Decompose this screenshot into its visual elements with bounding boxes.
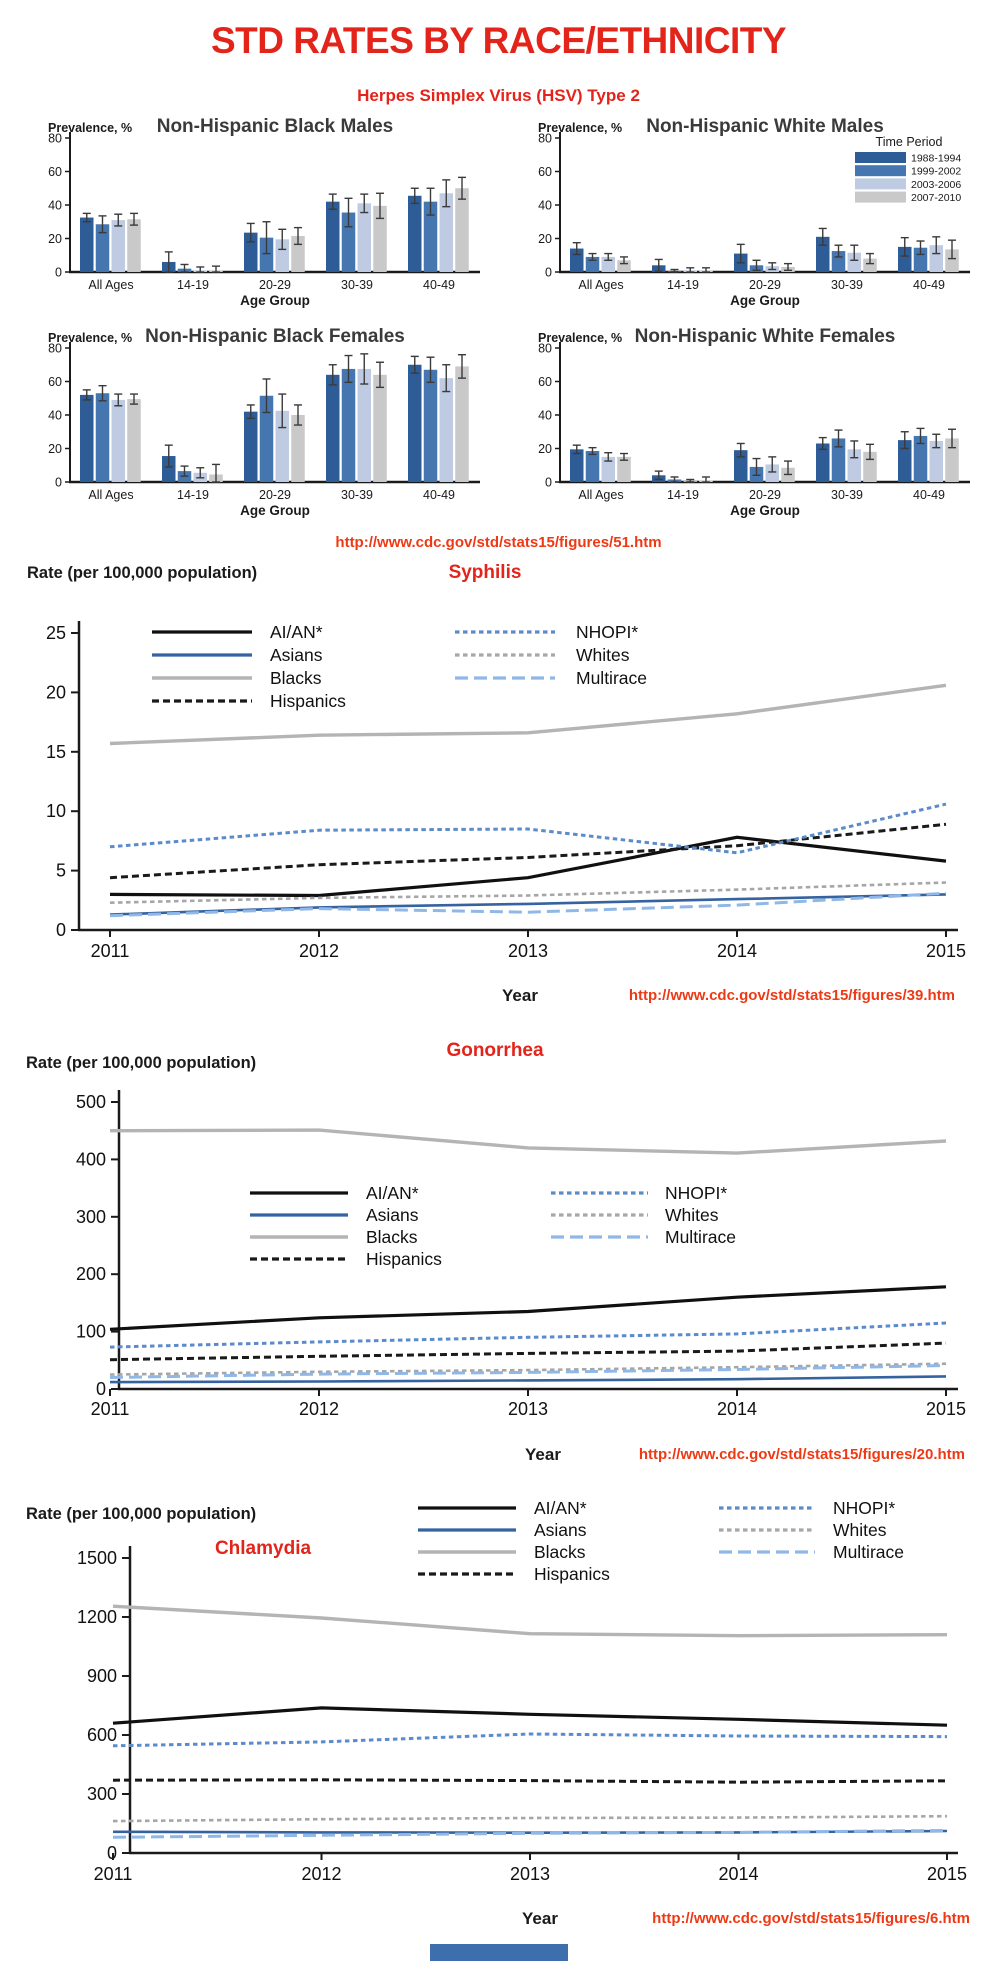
svg-text:300: 300 xyxy=(75,1206,106,1227)
gonorrhea-source-url[interactable]: http://www.cdc.gov/std/stats15/figures/20.htm xyxy=(638,1446,965,1463)
svg-text:1500: 1500 xyxy=(76,1548,117,1568)
svg-text:AI/AN*: AI/AN* xyxy=(270,622,323,642)
svg-text:400: 400 xyxy=(75,1149,106,1170)
footer-strip xyxy=(430,1944,568,1961)
gonorrhea-section xyxy=(0,1040,997,1483)
svg-text:300: 300 xyxy=(86,1784,117,1804)
svg-text:15: 15 xyxy=(45,741,66,762)
svg-text:Whites: Whites xyxy=(665,1205,719,1225)
svg-text:2012: 2012 xyxy=(298,941,340,961)
svg-text:NHOPI*: NHOPI* xyxy=(576,622,639,642)
svg-text:30-39: 30-39 xyxy=(831,488,863,502)
svg-text:Non-Hispanic White Males: Non-Hispanic White Males xyxy=(646,116,884,137)
svg-text:80: 80 xyxy=(48,341,62,356)
svg-text:2012: 2012 xyxy=(301,1864,342,1884)
svg-text:All Ages: All Ages xyxy=(88,278,134,292)
svg-text:All Ages: All Ages xyxy=(88,488,134,502)
svg-text:Hispanics: Hispanics xyxy=(534,1564,610,1584)
svg-text:2011: 2011 xyxy=(90,1399,130,1419)
svg-text:5: 5 xyxy=(55,860,66,881)
svg-text:20: 20 xyxy=(538,232,552,246)
svg-text:Whites: Whites xyxy=(833,1520,887,1540)
svg-text:0: 0 xyxy=(545,265,552,280)
gonorrhea-title: Gonorrhea xyxy=(446,1040,544,1061)
hsv-charts-grid xyxy=(18,112,978,518)
svg-text:Time Period: Time Period xyxy=(875,135,943,149)
chlamydia-source-url[interactable]: http://www.cdc.gov/std/stats15/figures/6.htm xyxy=(652,1910,970,1927)
svg-text:20-29: 20-29 xyxy=(259,278,291,292)
svg-text:100: 100 xyxy=(75,1321,106,1342)
syphilis-y-axis-title: Rate (per 100,000 population) xyxy=(27,564,258,582)
chart-hsv-black-males xyxy=(18,112,488,308)
svg-text:20-29: 20-29 xyxy=(749,488,781,502)
gonorrhea-x-axis-title: Year xyxy=(525,1445,561,1464)
svg-text:2011: 2011 xyxy=(90,941,130,961)
svg-text:20: 20 xyxy=(48,232,62,246)
svg-text:2015: 2015 xyxy=(926,1864,968,1884)
svg-text:Asians: Asians xyxy=(534,1520,587,1540)
svg-text:60: 60 xyxy=(538,375,552,389)
svg-text:10: 10 xyxy=(45,801,66,822)
chart-hsv-white-females xyxy=(508,322,978,518)
hsv-section-title: Herpes Simplex Virus (HSV) Type 2 xyxy=(357,86,640,105)
svg-text:All Ages: All Ages xyxy=(578,278,624,292)
svg-text:Multirace: Multirace xyxy=(665,1227,736,1247)
svg-text:Prevalence, %: Prevalence, % xyxy=(538,121,623,135)
svg-text:25: 25 xyxy=(45,623,66,643)
svg-text:600: 600 xyxy=(86,1725,117,1745)
svg-text:Blacks: Blacks xyxy=(366,1227,418,1247)
svg-text:2012: 2012 xyxy=(298,1399,340,1419)
svg-text:Prevalence, %: Prevalence, % xyxy=(48,331,133,345)
svg-text:Age Group: Age Group xyxy=(730,293,800,308)
svg-text:Age Group: Age Group xyxy=(240,293,310,308)
syphilis-title: Syphilis xyxy=(448,562,522,583)
svg-text:20-29: 20-29 xyxy=(749,278,781,292)
svg-text:14-19: 14-19 xyxy=(177,488,209,502)
svg-text:Prevalence, %: Prevalence, % xyxy=(538,331,623,345)
svg-text:14-19: 14-19 xyxy=(667,488,699,502)
svg-text:1988-1994: 1988-1994 xyxy=(911,152,962,165)
chlamydia-section xyxy=(0,1483,997,1945)
svg-text:14-19: 14-19 xyxy=(667,278,699,292)
gonorrhea-y-axis-title: Rate (per 100,000 population) xyxy=(26,1054,257,1072)
svg-text:0: 0 xyxy=(55,265,62,280)
svg-text:1200: 1200 xyxy=(76,1607,117,1627)
svg-text:2015: 2015 xyxy=(925,1399,967,1419)
syphilis-section xyxy=(0,558,997,1010)
svg-text:60: 60 xyxy=(538,165,552,179)
svg-text:20: 20 xyxy=(538,442,552,456)
chlamydia-title: Chlamydia xyxy=(214,1538,312,1559)
svg-text:80: 80 xyxy=(538,341,552,356)
svg-text:2013: 2013 xyxy=(507,1399,549,1419)
svg-text:40-49: 40-49 xyxy=(913,278,945,292)
chart-hsv-black-females xyxy=(18,322,488,518)
svg-text:2014: 2014 xyxy=(718,1864,759,1884)
svg-text:20: 20 xyxy=(48,442,62,456)
svg-text:30-39: 30-39 xyxy=(341,278,373,292)
svg-text:20-29: 20-29 xyxy=(259,488,291,502)
syphilis-x-axis-title: Year xyxy=(502,986,538,1005)
svg-text:60: 60 xyxy=(48,165,62,179)
svg-text:2014: 2014 xyxy=(716,941,758,961)
svg-text:Non-Hispanic Black Females: Non-Hispanic Black Females xyxy=(145,326,405,347)
svg-text:AI/AN*: AI/AN* xyxy=(534,1498,587,1518)
svg-text:Non-Hispanic White Females: Non-Hispanic White Females xyxy=(634,326,896,347)
svg-text:20: 20 xyxy=(45,682,66,703)
svg-text:0: 0 xyxy=(545,475,552,490)
chart-chlamydia xyxy=(0,1483,997,1908)
chlamydia-x-axis-title: Year xyxy=(522,1909,558,1928)
svg-text:500: 500 xyxy=(75,1092,106,1112)
chart-hsv-white-males xyxy=(508,112,978,308)
page-title: STD RATES BY RACE/ETHNICITY xyxy=(210,20,787,61)
svg-text:Hispanics: Hispanics xyxy=(270,691,346,711)
chlamydia-y-axis-title: Rate (per 100,000 population) xyxy=(26,1505,257,1523)
svg-text:2011: 2011 xyxy=(93,1864,133,1884)
svg-text:40: 40 xyxy=(538,408,552,423)
svg-text:2007-2010: 2007-2010 xyxy=(911,192,962,205)
svg-text:40: 40 xyxy=(538,198,552,213)
svg-text:80: 80 xyxy=(48,131,62,146)
svg-text:0: 0 xyxy=(55,920,66,940)
syphilis-source-url[interactable]: http://www.cdc.gov/std/stats15/figures/39.htm xyxy=(628,987,955,1004)
svg-text:2015: 2015 xyxy=(925,941,967,961)
hsv-source-url[interactable]: http://www.cdc.gov/std/stats15/figures/51.htm xyxy=(335,534,662,551)
svg-text:40-49: 40-49 xyxy=(913,488,945,502)
svg-text:0: 0 xyxy=(95,1379,106,1399)
svg-text:0: 0 xyxy=(55,475,62,490)
svg-text:40: 40 xyxy=(48,198,62,213)
svg-text:Asians: Asians xyxy=(366,1205,419,1225)
svg-text:60: 60 xyxy=(48,375,62,389)
svg-text:Blacks: Blacks xyxy=(534,1542,586,1562)
svg-text:Prevalence, %: Prevalence, % xyxy=(48,121,133,135)
svg-text:Multirace: Multirace xyxy=(833,1542,904,1562)
svg-text:2014: 2014 xyxy=(716,1399,758,1419)
svg-text:Blacks: Blacks xyxy=(270,668,322,688)
svg-text:Age Group: Age Group xyxy=(240,503,310,518)
svg-text:900: 900 xyxy=(86,1666,117,1686)
svg-text:0: 0 xyxy=(106,1843,117,1863)
svg-text:40-49: 40-49 xyxy=(423,278,455,292)
svg-text:Hispanics: Hispanics xyxy=(366,1249,442,1269)
svg-text:Asians: Asians xyxy=(270,645,323,665)
svg-text:Non-Hispanic Black Males: Non-Hispanic Black Males xyxy=(156,116,394,137)
chart-syphilis xyxy=(0,582,997,962)
svg-text:14-19: 14-19 xyxy=(177,278,209,292)
svg-text:Multirace: Multirace xyxy=(576,668,647,688)
svg-text:NHOPI*: NHOPI* xyxy=(665,1183,728,1203)
svg-text:2003-2006: 2003-2006 xyxy=(911,178,962,191)
svg-text:40: 40 xyxy=(48,408,62,423)
svg-text:Whites: Whites xyxy=(576,645,630,665)
svg-text:80: 80 xyxy=(538,131,552,146)
svg-text:NHOPI*: NHOPI* xyxy=(833,1498,896,1518)
svg-text:2013: 2013 xyxy=(507,941,549,961)
svg-text:1999-2002: 1999-2002 xyxy=(911,165,962,178)
svg-text:40-49: 40-49 xyxy=(423,488,455,502)
svg-text:200: 200 xyxy=(75,1264,106,1285)
svg-text:30-39: 30-39 xyxy=(831,278,863,292)
svg-text:AI/AN*: AI/AN* xyxy=(366,1183,419,1203)
svg-text:30-39: 30-39 xyxy=(341,488,373,502)
svg-text:2013: 2013 xyxy=(509,1864,551,1884)
svg-text:All Ages: All Ages xyxy=(578,488,624,502)
svg-text:Age Group: Age Group xyxy=(730,503,800,518)
chart-gonorrhea xyxy=(0,1072,997,1437)
